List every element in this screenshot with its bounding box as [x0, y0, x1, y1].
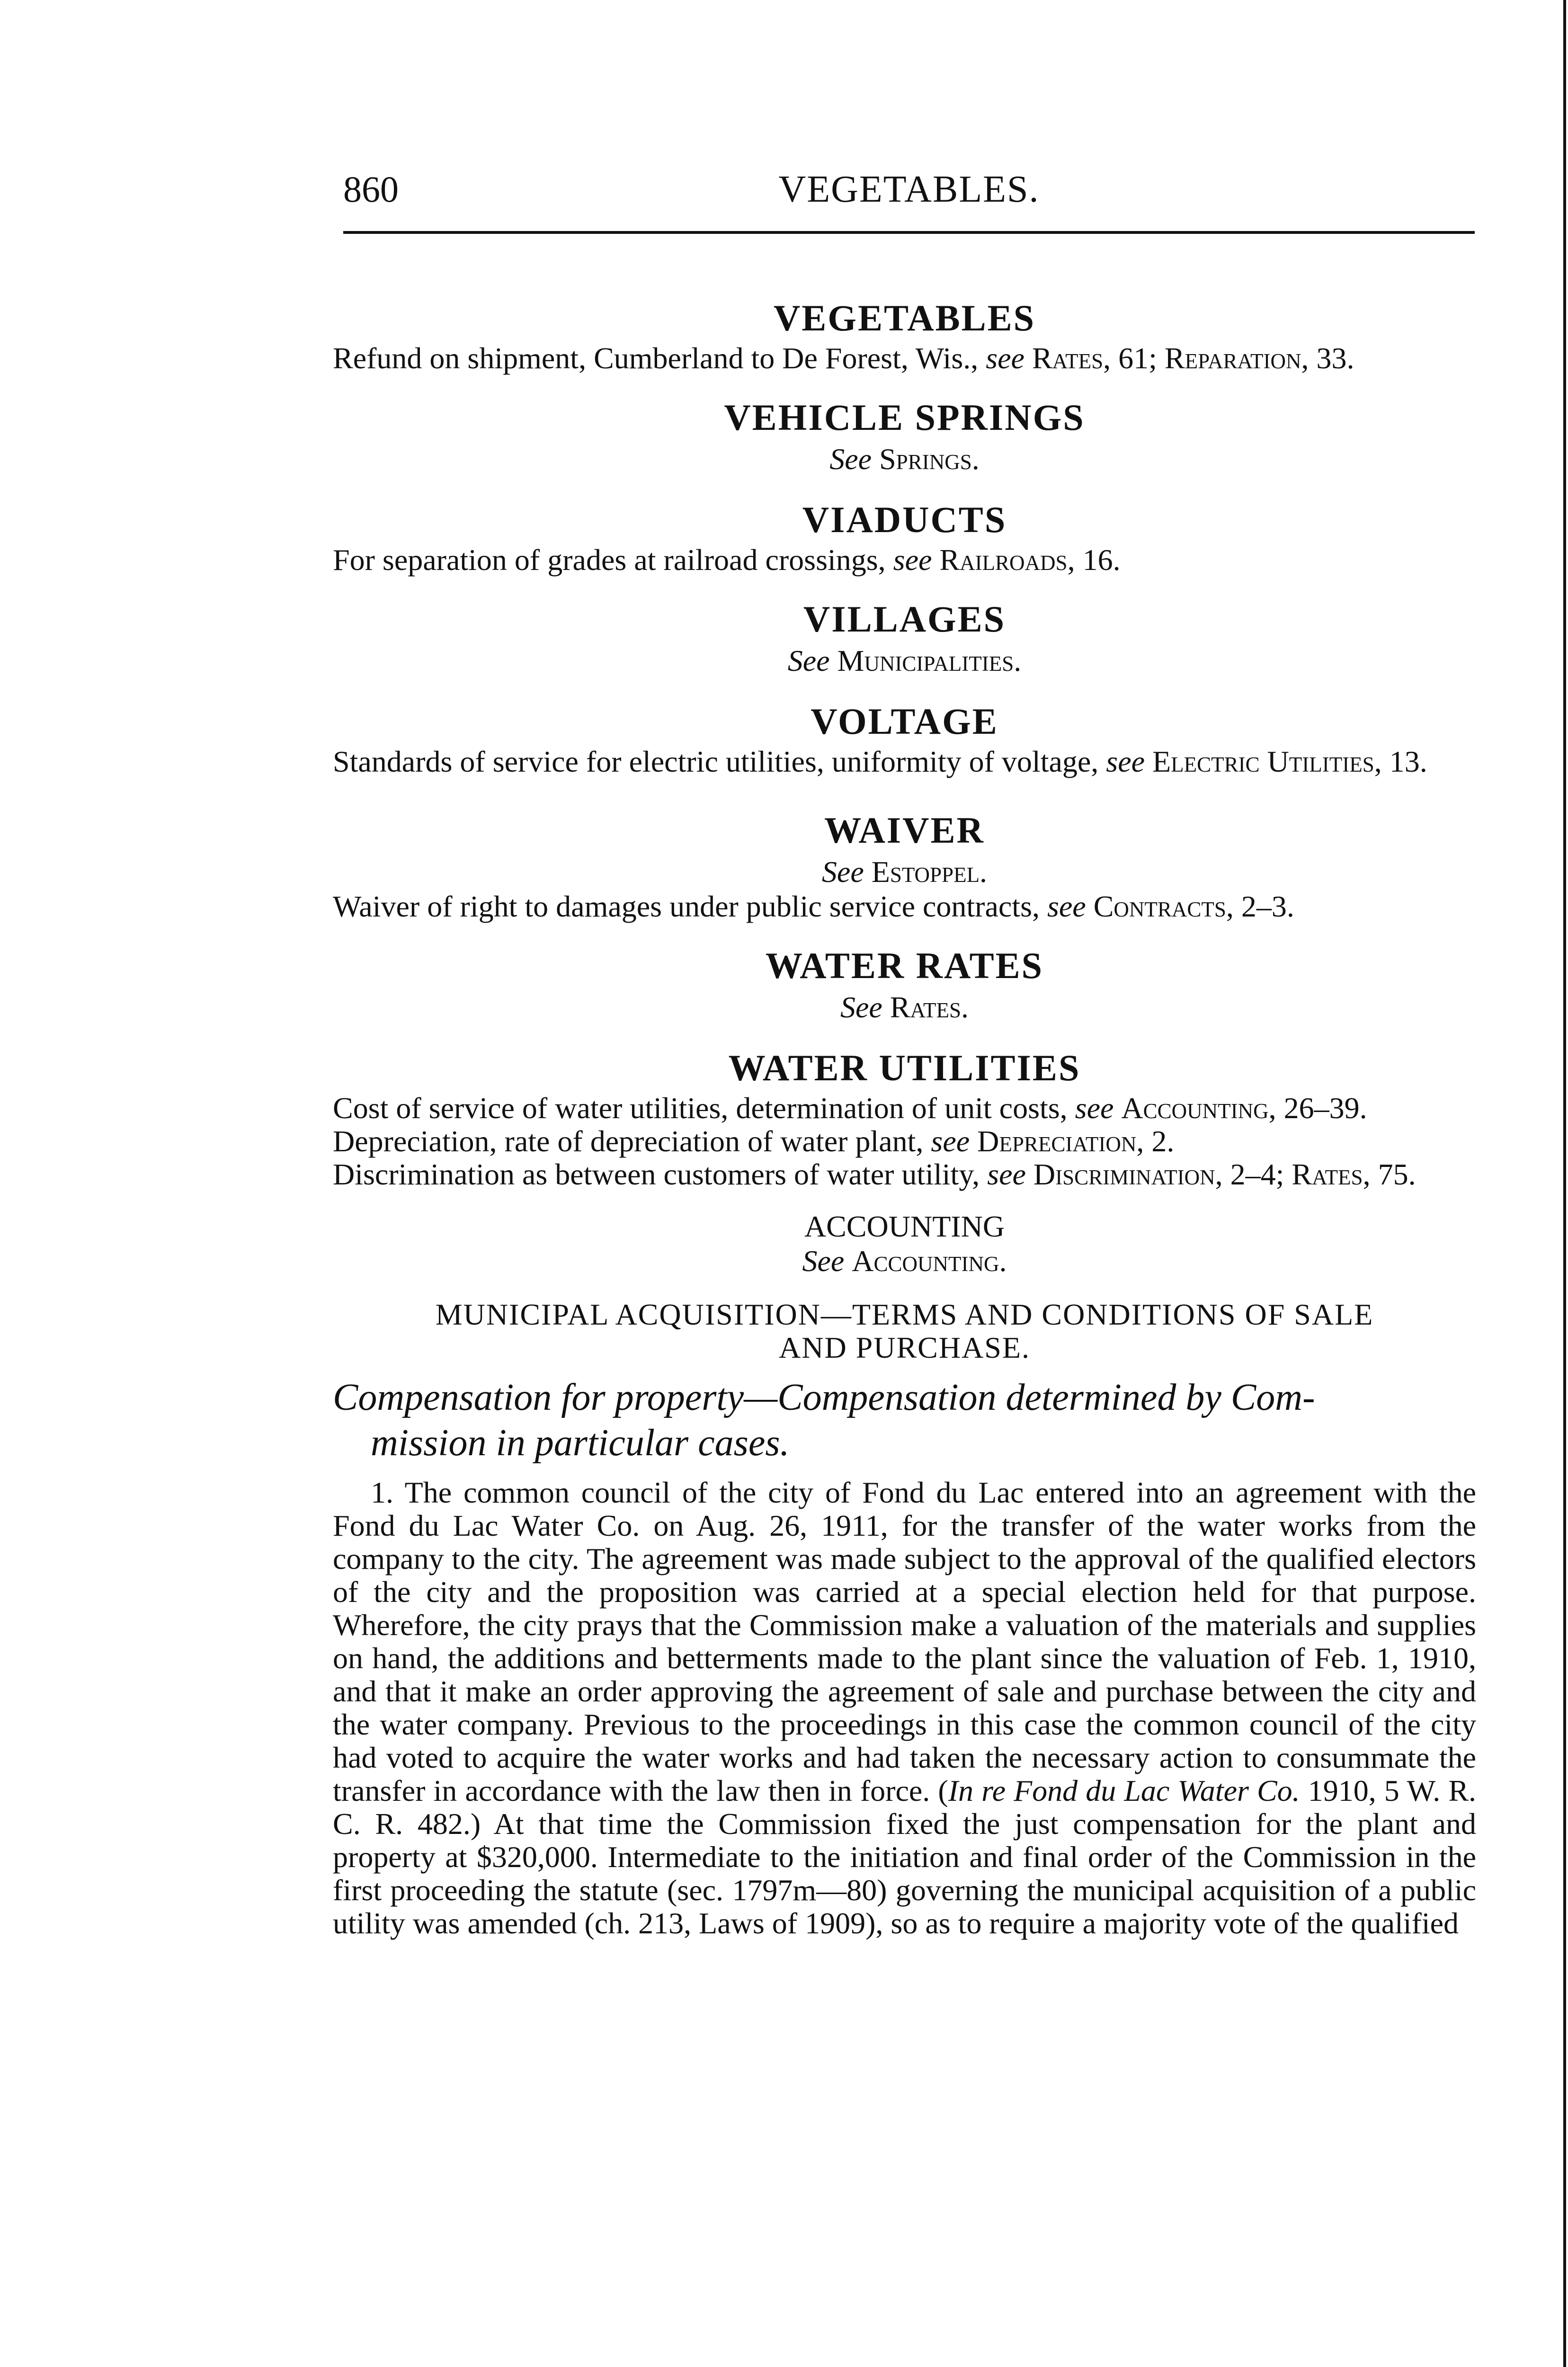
see-villages: See Municipalities. — [787, 644, 1022, 677]
heading-villages: VILLAGES — [803, 598, 1006, 640]
page-header — [343, 168, 1475, 220]
italic-subheading-compensation: Compensation for property—Compensation determined by Com- mission in particular cases. — [333, 1377, 1315, 1464]
subheading-municipal-acquisition-line1: MUNICIPAL ACQUISITION—TERMS AND CONDITIONS OF SALE — [435, 1298, 1374, 1331]
running-head: VEGETABLES. — [778, 169, 1040, 210]
entry-water-utilities-cost: Cost of service of water utilities, determination of unit costs, see Accounting, 26–39. — [333, 1091, 1367, 1125]
entry-waiver: Waiver of right to damages under public service contracts, see Contracts, 2–3. — [333, 890, 1294, 923]
see-waiver: See Estoppel. — [821, 855, 988, 889]
paragraph-1: 1. The common council of the city of Fond du Lac entered into an agreement with the Fond du Lac Water Co. on Aug. 26, 1911, for the transfer of the water works from the company to the city. The agreement was made subject to the approval of the qualified electors of the city and the proposition was carried at a special election held for that purpose. Wherefore, the city prays that the Commission make a valuation of the materials and supplies on hand, the additions and betterments made to the plant since the valuation of Feb. 1, 1910, and that it make an order approving the agreement of sale and purchase between the city and the water company. Previous to the proceedings in this case the common council of the city had voted to acquire the water works and had taken the necessary action to consummate the transfer in accordance with the law then in force. (In re Fond du Lac Water Co. 1910, 5 W. R. C. R. 482.) At that time the Commission fixed the just compensation for the plant and property at $320,000. Intermediate to the initiation and final order of the Commission in the first proceeding the statute (sec. 1797m—80) governing the municipal acquisition of a public utility was amended (ch. 213, Laws of 1909), so as to require a majority vote of the qualified — [333, 1476, 1477, 1940]
heading-viaducts: VIADUCTS — [802, 499, 1007, 540]
heading-vegetables: VEGETABLES — [773, 297, 1036, 338]
subheading-municipal-acquisition-line2: AND PURCHASE. — [779, 1331, 1030, 1364]
page-number: 860 — [343, 169, 399, 210]
entry-viaducts: For separation of grades at railroad crossings, see Railroads, 16. — [333, 543, 1121, 577]
see-water-rates: See Rates. — [840, 990, 969, 1024]
heading-waiver: WAIVER — [824, 810, 985, 851]
page-body — [333, 284, 1476, 1940]
entry-water-utilities-discrimination: Discrimination as between customers of water utility, see Discrimination, 2–4; Rates, 75. — [333, 1157, 1416, 1191]
right-scan-edge — [1563, 0, 1566, 2367]
heading-water-utilities: WATER UTILITIES — [728, 1047, 1081, 1088]
see-vehicle-springs: See Springs. — [829, 442, 980, 476]
header-rule — [343, 231, 1475, 234]
subheading-accounting: ACCOUNTING — [804, 1210, 1005, 1243]
entry-vegetables: Refund on shipment, Cumberland to De Forest, Wis., see Rates, 61; Reparation, 33. — [333, 341, 1354, 375]
entry-voltage: Standards of service for electric utilities, uniformity of voltage, see Electric Utilities, 13. — [333, 745, 1427, 778]
heading-water-rates: WATER RATES — [765, 945, 1044, 986]
see-accounting: See Accounting. — [802, 1244, 1007, 1278]
heading-voltage: VOLTAGE — [811, 701, 998, 742]
entry-water-utilities-depreciation: Depreciation, rate of depreciation of water plant, see Depreciation, 2. — [333, 1124, 1175, 1158]
heading-vehicle-springs: VEHICLE SPRINGS — [724, 397, 1085, 438]
